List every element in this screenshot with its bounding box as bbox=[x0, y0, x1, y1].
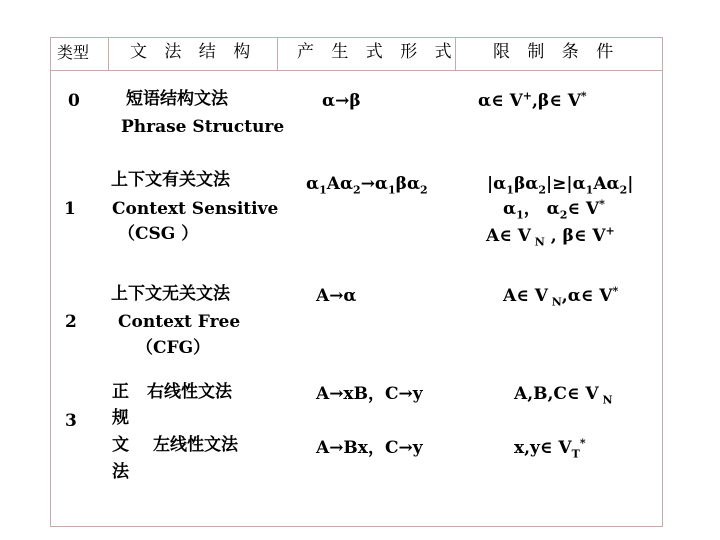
row0-rule: α→β bbox=[322, 91, 361, 111]
row3-rule-right: A→xB，C→y bbox=[316, 384, 423, 404]
row3-right-linear: 右线性文法 bbox=[147, 382, 232, 402]
row3-constraint-right: A,B,C∈ V $_N$ bbox=[514, 384, 613, 407]
row2-constraint: A∈ V $_N$,α∈ V* bbox=[503, 284, 619, 309]
header-separator-2 bbox=[277, 37, 278, 70]
row3-group-char-3: 文 bbox=[112, 435, 129, 455]
header-divider bbox=[50, 70, 663, 71]
header-type: 类型 bbox=[57, 43, 90, 62]
row2-type: 2 bbox=[65, 312, 77, 332]
row2-rule: A→α bbox=[316, 286, 357, 306]
row1-abbr: （CSG ） bbox=[118, 224, 199, 244]
row2-abbr: （CFG） bbox=[136, 338, 211, 358]
row2-name-en: Context Free bbox=[118, 312, 241, 332]
row3-rule-left: A→Bx，C→y bbox=[316, 438, 423, 458]
row1-rule: $\alpha_1A\alpha_2\to\alpha_1\beta\alpha_2$ bbox=[306, 174, 428, 197]
header-separator-1 bbox=[108, 37, 109, 70]
row3-type: 3 bbox=[65, 411, 77, 431]
row2-name-cn: 上下文无关文法 bbox=[111, 284, 230, 304]
row0-name-en: Phrase Structure bbox=[121, 117, 285, 137]
row1-name-cn: 上下文有关文法 bbox=[111, 170, 230, 190]
header-constraint: 限 制 条 件 bbox=[493, 42, 620, 62]
row0-constraint: α∈ V+,β∈ V* bbox=[478, 89, 587, 111]
row3-group-char-4: 法 bbox=[112, 462, 129, 482]
row1-type: 1 bbox=[64, 199, 76, 219]
row0-name-cn: 短语结构文法 bbox=[126, 89, 228, 109]
row0-type: 0 bbox=[68, 91, 80, 111]
header-production: 产 生 式 形 式 bbox=[297, 42, 458, 62]
row1-constraint-length: $|\alpha_1\beta\alpha_2|\ge|\alpha_1A\alpha_2|$ bbox=[487, 174, 634, 197]
row1-name-en: Context Sensitive bbox=[112, 199, 279, 219]
row1-constraint-A-beta: A∈ V $_N$ , β∈ V+ bbox=[486, 224, 615, 249]
row3-group-char-2: 规 bbox=[112, 408, 129, 428]
header-structure: 文 法 结 构 bbox=[130, 42, 257, 62]
row3-left-linear: 左线性文法 bbox=[153, 435, 238, 455]
row3-constraint-left: x,y∈ $V_T^*$ bbox=[514, 436, 586, 461]
row1-constraint-alpha: $\alpha_1$， $\alpha_2\in$ V* bbox=[503, 197, 605, 222]
row3-group-char-1: 正 bbox=[112, 382, 129, 402]
